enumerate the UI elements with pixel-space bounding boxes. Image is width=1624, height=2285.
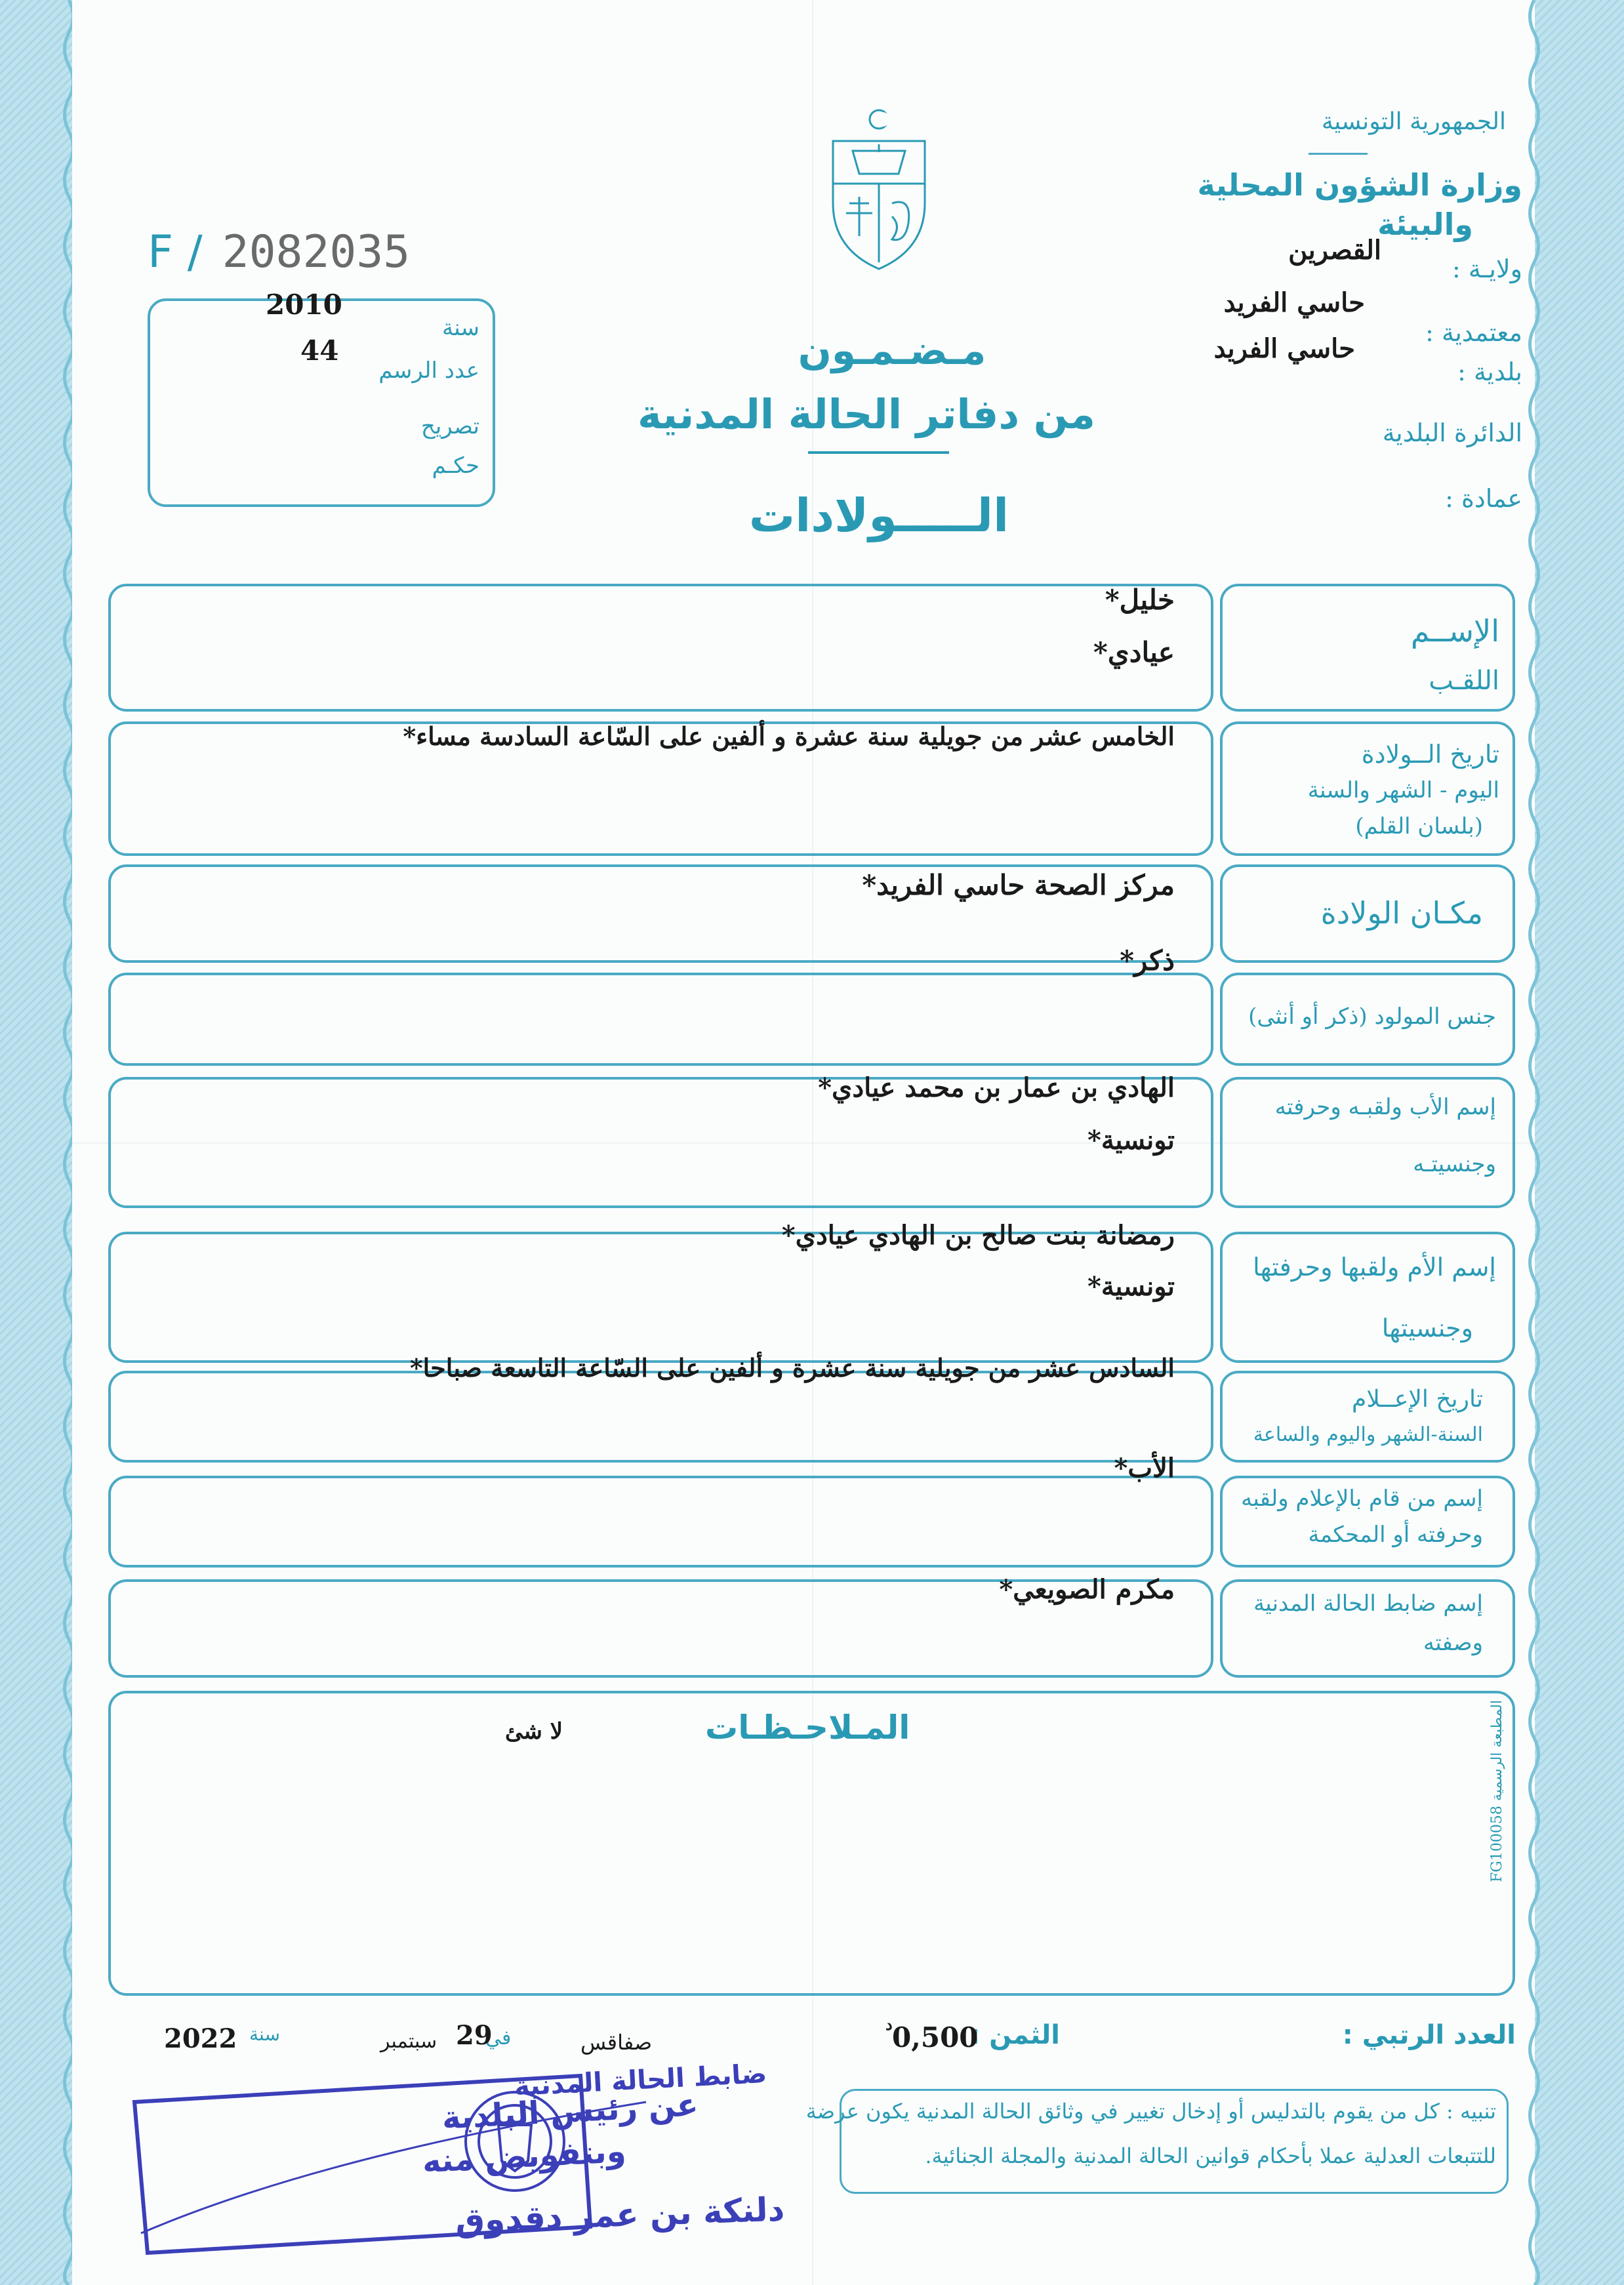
serial-number xyxy=(148,226,410,278)
officer-label: إسم ضابط الحالة المدنية xyxy=(1253,1590,1483,1617)
decl-date-value: السادس عشر من جويلية سنة عشرة و ألفين على السّاعة التاسعة صباحا* xyxy=(409,1353,1175,1383)
price-value: 0,500 xyxy=(892,2021,979,2053)
official-stamp-icon xyxy=(128,2058,786,2259)
imada-label: عمادة : xyxy=(1445,484,1522,513)
father-label-2: وجنسيتـه xyxy=(1413,1151,1496,1177)
notice-line2: للتتبعات العدلية عملا بأحكام قوانين الحالة المدنية والمجلة الجنائية. xyxy=(925,2143,1496,2168)
name-value: خليل* xyxy=(1105,584,1175,616)
pob-value: مركز الصحة حاسي الفريد* xyxy=(862,869,1175,901)
serial-prefix: F / xyxy=(148,226,203,278)
sex-value-box xyxy=(108,973,1213,1066)
sex-label: جنس المولود (ذكر أو أنثى) xyxy=(1248,1003,1496,1030)
remarks-label: المـلاحـظـات xyxy=(705,1709,910,1747)
republic-name: الجمهورية التونسية xyxy=(1321,108,1506,135)
price-label: الثمن : xyxy=(969,2020,1060,2050)
mutamadiya-value: حاسي الفريد xyxy=(1223,287,1365,318)
decl-date-label: تاريخ الإعــلام xyxy=(1352,1386,1483,1413)
title-line3: الـــــولادات xyxy=(748,489,1009,542)
dob-label-2: اليوم - الشهر والسنة xyxy=(1307,777,1499,803)
surname-label: اللقـب xyxy=(1429,666,1499,696)
reg-declaration-label: تصريح xyxy=(420,413,479,439)
declarant-value: الأب* xyxy=(1114,1453,1175,1484)
mother-label-2: وجنسيتها xyxy=(1381,1314,1473,1343)
title-underline xyxy=(808,451,949,454)
father-nationality: تونسية* xyxy=(1087,1125,1175,1156)
mutamadiya-label: معتمدية : xyxy=(1425,318,1522,347)
stamp-line1: ضابط الحالة المدنية xyxy=(513,2058,768,2103)
mother-value-box xyxy=(108,1232,1213,1363)
wilaya-label: ولايـة : xyxy=(1452,254,1522,283)
declarant-value-box xyxy=(108,1476,1213,1567)
reg-judgment-label: حكـم xyxy=(432,453,479,479)
dob-label-3: (بلسان القلم) xyxy=(1355,813,1483,839)
stamp-line4: دلنكة بن عمر دقدوق xyxy=(455,2190,786,2240)
stamp-line2: عن رئيس البلدية xyxy=(441,2086,699,2137)
issue-year-label: سنة xyxy=(249,2023,280,2045)
ministry-name-line2: والبيئة xyxy=(1377,207,1473,242)
issue-year: 2022 xyxy=(164,2023,237,2054)
declarant-label-2: وحرفته أو المحكمة xyxy=(1308,1522,1483,1548)
wilaya-value: القصرين xyxy=(1288,235,1381,266)
mother-value: رمضانة بنت صالح بن الهادي عيادي* xyxy=(781,1220,1175,1251)
tunisia-coat-of-arms-icon xyxy=(813,105,944,275)
remarks-value: لا شئ xyxy=(505,1718,563,1745)
baladiya-value: حاسي الفريد xyxy=(1213,333,1355,364)
issue-fi: في xyxy=(485,2027,512,2050)
sex-value: ذكر* xyxy=(1120,944,1175,977)
daira-label: الدائرة البلدية xyxy=(1382,418,1522,447)
issue-place: صفاقس xyxy=(580,2030,653,2055)
reg-year-value: 2010 xyxy=(266,289,342,321)
decl-date-value-box xyxy=(108,1371,1213,1463)
mother-label-box xyxy=(1220,1232,1515,1363)
header-divider xyxy=(1309,153,1368,155)
mother-nationality: تونسية* xyxy=(1087,1271,1175,1302)
mother-label: إسم الأم ولقبها وحرفتها xyxy=(1253,1253,1496,1282)
pob-label: مكـان الولادة xyxy=(1320,895,1483,931)
reg-number-label: عدد الرسم xyxy=(378,357,479,384)
dob-label: تاريخ الــولادة xyxy=(1361,740,1499,769)
title-line2: من دفاتر الحالة المدنية xyxy=(638,390,1095,438)
officer-label-2: وصفته xyxy=(1423,1630,1483,1656)
decl-date-label-box xyxy=(1220,1371,1515,1463)
price-unit: د xyxy=(885,2015,893,2034)
father-label: إسم الأب ولقبـه وحرفته xyxy=(1274,1094,1496,1120)
decl-date-label-2: السنة-الشهر واليوم والساعة xyxy=(1253,1423,1483,1446)
father-value: الهادي بن عمار بن محمد عيادي* xyxy=(818,1072,1175,1103)
serial-value: 2082035 xyxy=(222,226,411,278)
officer-value: مكرم الصويعي* xyxy=(999,1574,1175,1605)
notice-line1: تنبيه : كل من يقوم بالتدليس أو إدخال تغيير في وثائق الحالة المدنية يكون عرضة xyxy=(805,2099,1496,2124)
reg-year-label: سنة xyxy=(442,315,479,341)
name-label: الإســم xyxy=(1410,613,1499,649)
order-number-label: العدد الرتبي : xyxy=(1342,2020,1516,2050)
printer-mark: المطبعة الرسمية FG100058 xyxy=(1489,1700,1505,1882)
name-value-box xyxy=(108,584,1213,712)
stamp-line3: وبتفويض منه xyxy=(421,2132,627,2181)
ministry-name: وزارة الشؤون المحلية xyxy=(1197,167,1522,203)
declarant-label: إسم من قام بالإعلام ولقبه xyxy=(1241,1486,1483,1512)
baladiya-label: بلدية : xyxy=(1457,357,1522,386)
title-line1: مـضـمـون xyxy=(798,328,986,374)
reg-number-value: 44 xyxy=(300,334,339,367)
issue-month: سبتمبر xyxy=(380,2030,437,2053)
surname-value: عيادي* xyxy=(1093,636,1175,668)
issue-day: 29 xyxy=(456,2020,493,2051)
dob-value: الخامس عشر من جويلية سنة عشرة و ألفين على السّاعة السادسة مساء* xyxy=(403,721,1175,751)
